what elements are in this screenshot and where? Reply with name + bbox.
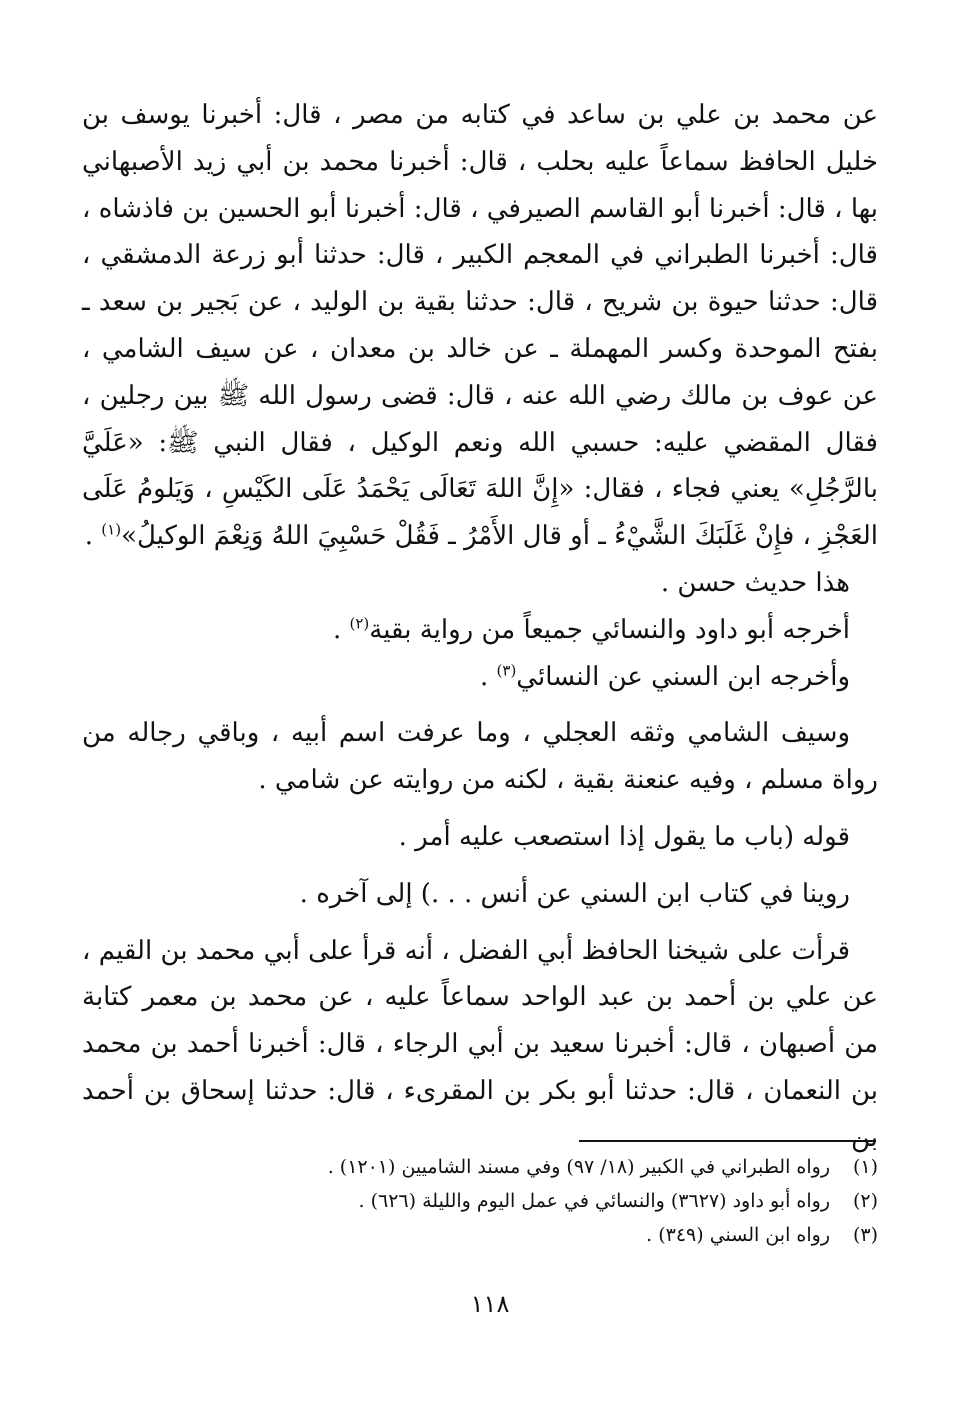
footnote-number: (٢) [852, 1190, 878, 1212]
main-text [82, 92, 878, 1162]
paragraph-narrators: وسيف الشامي وثقه العجلي ، وما عرفت اسم أبيه ، وباقي رجاله من رواة مسلم ، وفيه عنعنة بقية ، لكنه من روايته عن شامي . [82, 718, 878, 796]
paragraph-takhrij-1: أخرجه أبو داود والنسائي جميعاً من رواية بقية$^{(٢)}$ . [332, 614, 850, 645]
footnote-text: رواه الطبراني في الكبير (١٨/ ٩٧) وفي مسند الشاميين (١٢٠١) . [327, 1156, 830, 1178]
footnote-ref-3[interactable]: (٣) [496, 660, 517, 679]
paragraph-grading: هذا حديث حسن . [660, 567, 850, 598]
paragraph-ibn-sunni: روينا في كتاب ابن السني عن أنس . . .) إلى آخره . [299, 878, 850, 909]
paragraph-takhrij-2: وأخرجه ابن السني عن النسائي$^{(٣)}$ . [479, 660, 850, 692]
footnote-ref-1[interactable]: (١) [101, 520, 122, 539]
paragraph-hadith-chain: عن محمد بن علي بن ساعد في كتابه من مصر ، قال: أخبرنا يوسف بن خليل الحافظ سماعاً عليه بحلب ، قال: أخبرنا محمد بن أبي زيد الأصبهاني بها ، قال: أخبرنا أبو القاسم الصيرفي ، قال: أخبرنا أبو الحسين بن فاذشاه ، قال: أخبرنا الطبراني في المعجم الكبير ، قال: حدثنا أبو زرعة الدمشقي ، قال: حدثنا حيوة بن شريح ، قال: حدثنا بقية بن الوليد ، عن بَجير بن سعد ـ بفتح الموحدة وكسر المهملة ـ عن خالد بن معدان ، عن سيف الشامي ، عن عوف بن مالك رضي الله عنه ، قال: قضى رسول الله ﷺ بين رجلين ، فقال المقضي عليه: حسبي الله ونعم الوكيل ، فقال النبي ﷺ: «عَلَيَّ بالرَّجُلِ» يعني فجاء ، فقال: «إِنَّ اللهَ تَعَالَى يَحْمَدُ عَلَى الكَيْسِ ، وَيَلومُ عَلَى العَجْزِ ، فإِنْ غَلَبَكَ الشَّيْءُ ـ أو قال الأَمْرُ ـ فَقُلْ حَسْبِيَ اللهُ وَنِعْمَ الوكيلُ»$^{(١)}$ . [82, 100, 879, 552]
footnotes [82, 1150, 878, 1252]
footnote-1 [82, 1150, 878, 1184]
footnote-number: (١) [852, 1156, 878, 1178]
footnote-text: رواه أبو داود (٣٦٢٧) والنسائي في عمل اليوم والليلة (٦٢٦) . [358, 1190, 830, 1212]
footnote-2 [82, 1184, 878, 1218]
footnote-number: (٣) [852, 1224, 878, 1246]
footnote-divider [579, 1140, 876, 1142]
footnote-ref-2[interactable]: (٢) [349, 614, 370, 633]
footnote-text: رواه ابن السني (٣٤٩) . [646, 1224, 830, 1246]
paragraph-chapter-quote: قوله (باب ما يقول إذا استصعب عليه أمر . [398, 821, 850, 852]
footnote-3 [82, 1218, 878, 1252]
paragraph-second-chain: قرأت على شيخنا الحافظ أبي الفضل ، أنه قرأ على أبي محمد بن القيم ، عن علي بن أحمد بن عبد الواحد سماعاً عليه ، عن محمد بن معمر كتابة من أصبهان ، قال: أخبرنا سعيد بن أبي الرجاء ، قال: أخبرنا أحمد بن محمد بن النعمان ، قال: حدثنا أبو بكر بن المقرىء ، قال: حدثنا إسحاق بن أحمد بن [82, 935, 878, 1153]
page-number: ١١٨ [470, 1290, 510, 1318]
